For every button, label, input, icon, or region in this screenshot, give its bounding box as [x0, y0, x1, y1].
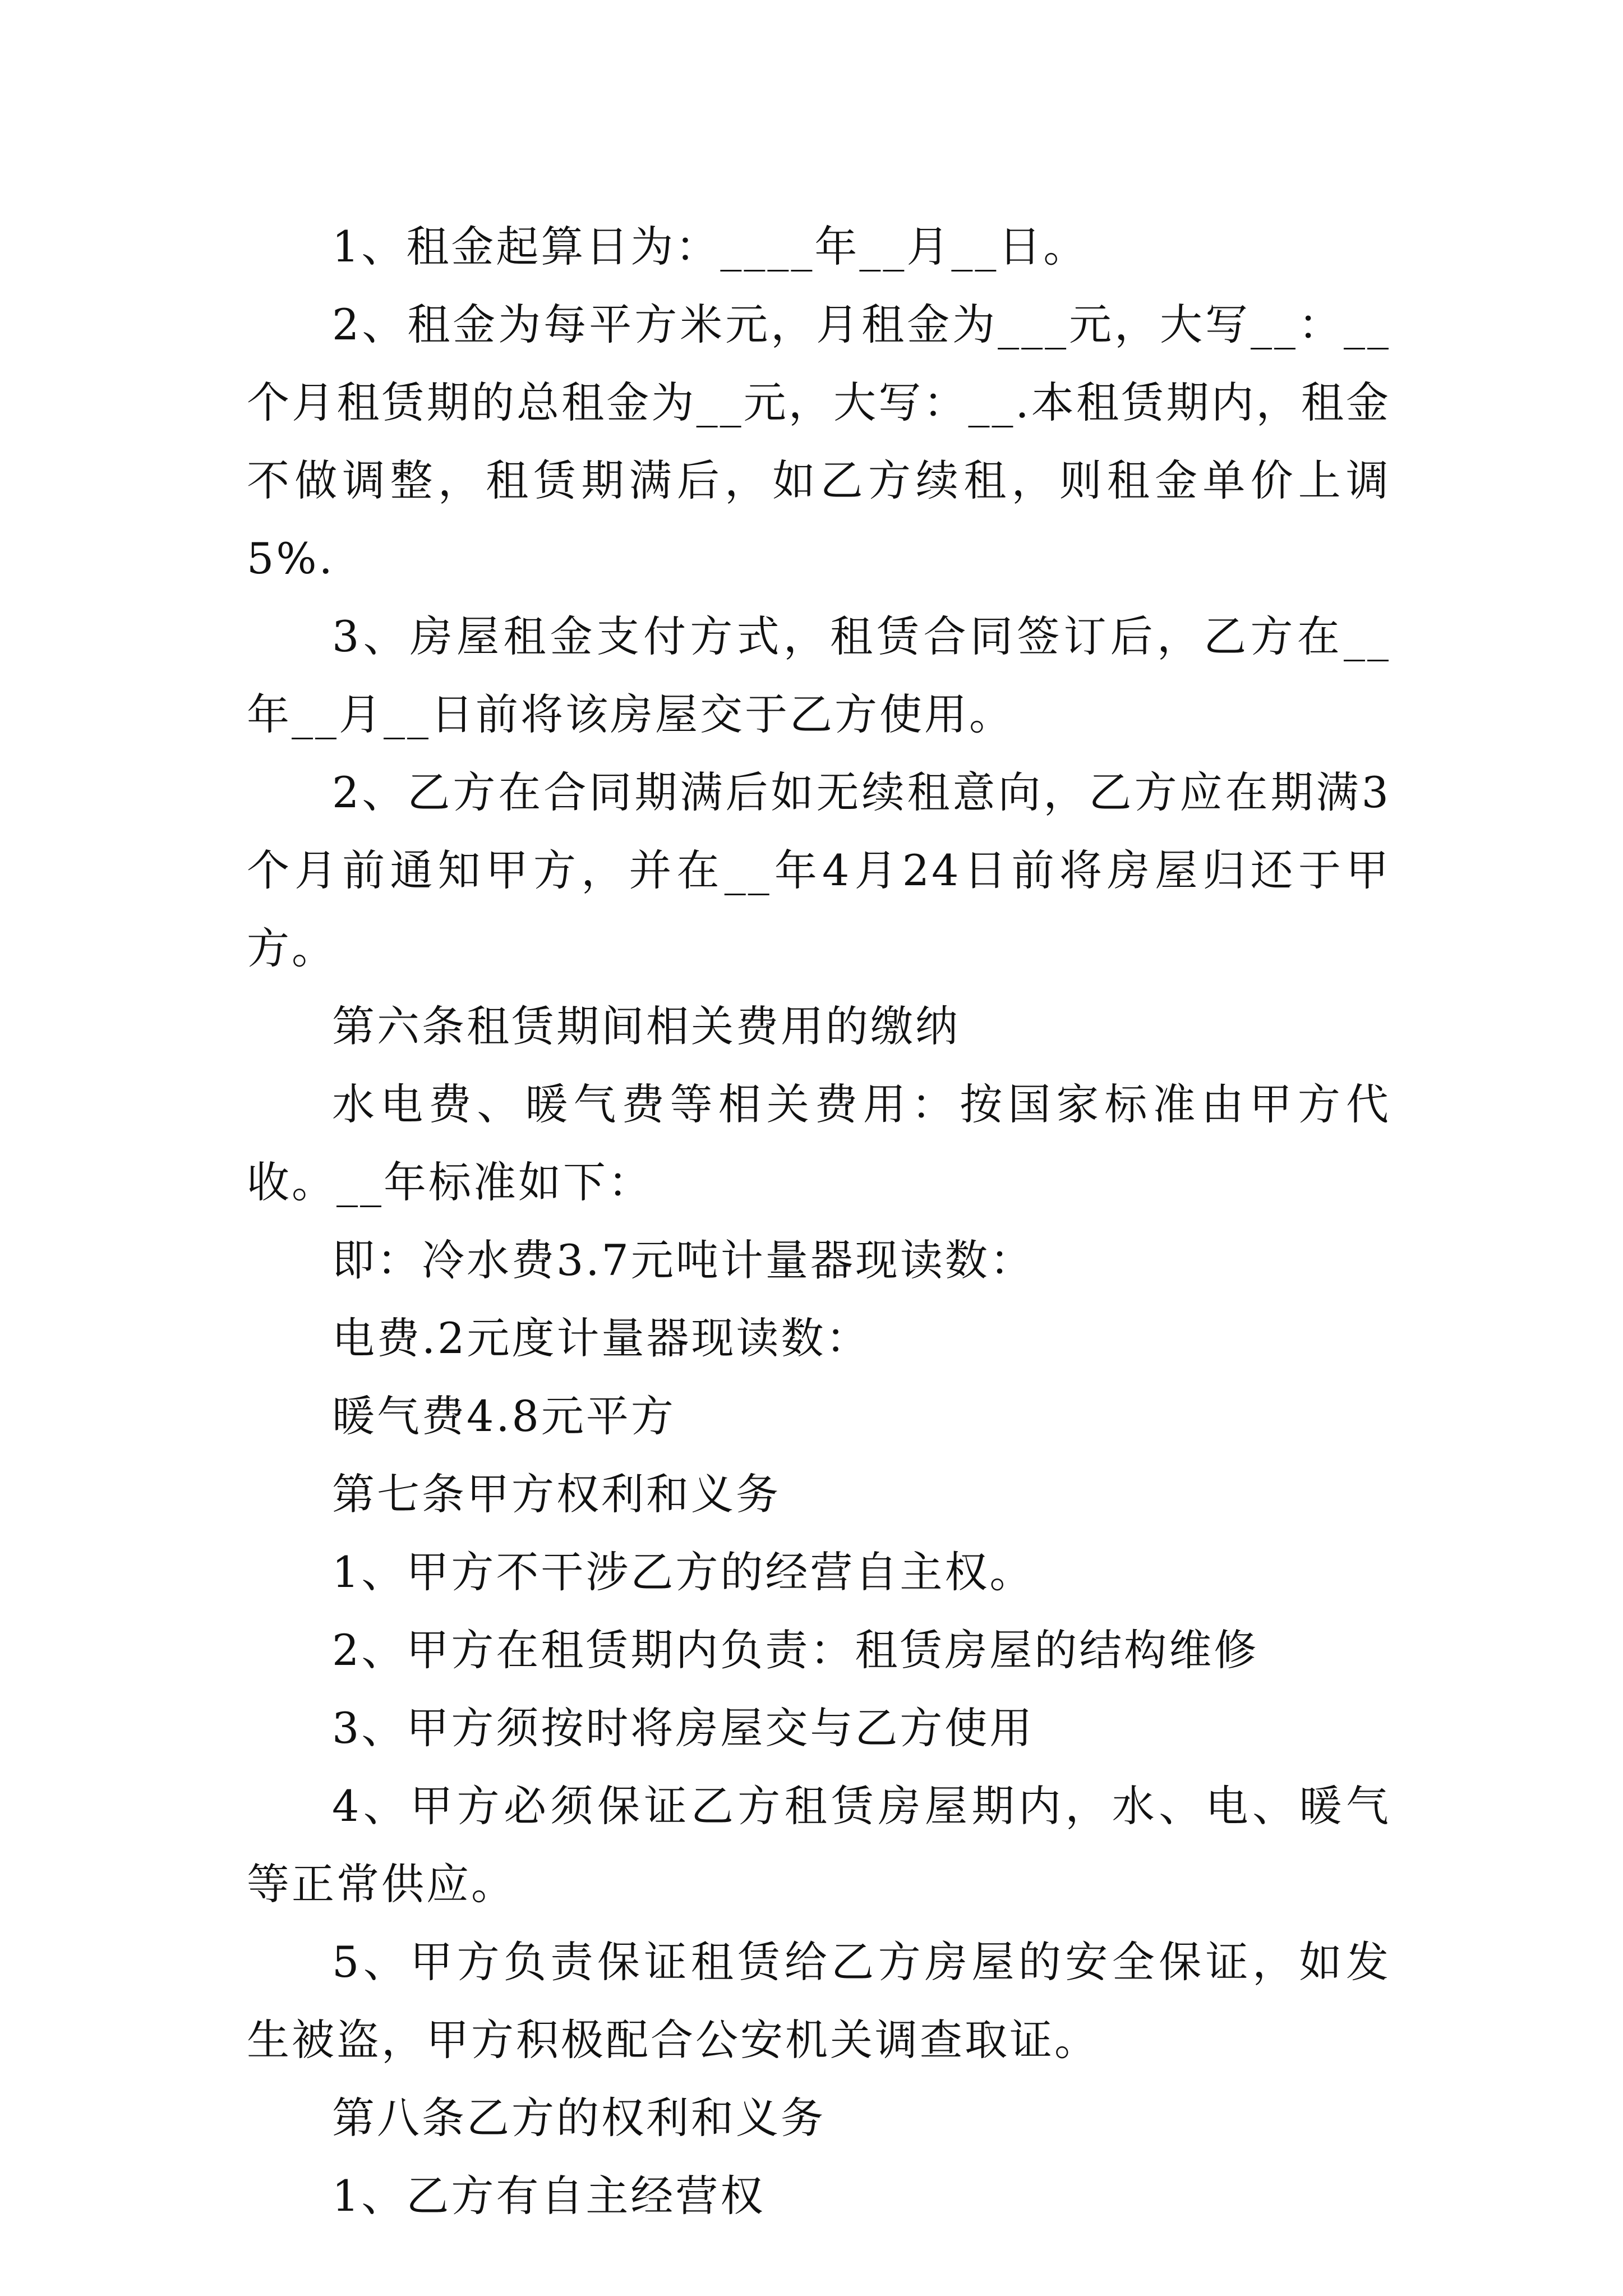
clause-heating-fee: 暖气费4.8元平方 [332, 1391, 676, 1441]
clause-water-fee: 即：冷水费3.7元吨计量器现读数： [332, 1235, 1035, 1285]
clause-landlord-2: 2、甲方在租赁期内负责：租赁房屋的结构维修 [332, 1625, 1259, 1675]
section-heading-article-8: 第八条乙方的权利和义务 [332, 2093, 826, 2143]
clause-renewal-notice: 2、乙方在合同期满后如无续租意向，乙方应在期满3个月前通知甲方，并在__年4月24日前将房屋归还于甲方。 [247, 767, 1391, 973]
clause-rent-amount: 2、租金为每平方米元，月租金为___元，大写__：__个月租赁期的总租金为__元，大写：__.本租赁期内，租金不做调整，租赁期满后，如乙方续租，则租金单价上调5%. [247, 300, 1391, 583]
clause-landlord-3: 3、甲方须按时将房屋交与乙方使用 [332, 1703, 1035, 1753]
document-body [247, 208, 1391, 2235]
clause-electricity-fee: 电费.2元度计量器现读数： [332, 1313, 871, 1363]
section-heading-article-7: 第七条甲方权利和义务 [332, 1469, 781, 1519]
clause-landlord-5: 5、甲方负责保证租赁给乙方房屋的安全保证，如发生被盗，甲方积极配合公安机关调查取证。 [247, 1937, 1391, 2065]
clause-rent-start-date: 1、租金起算日为：____年__月__日。 [332, 222, 1089, 272]
clause-payment-method: 3、房屋租金支付方式，租赁合同签订后，乙方在__年__月__日前将该房屋交于乙方使用。 [247, 611, 1391, 739]
clause-tenant-1: 1、乙方有自主经营权 [332, 2171, 766, 2221]
clause-utility-fees: 水电费、暖气费等相关费用：按国家标准由甲方代收。__年标准如下： [247, 1079, 1391, 1207]
section-heading-article-6: 第六条租赁期间相关费用的缴纳 [332, 1001, 960, 1051]
clause-landlord-4: 4、甲方必须保证乙方租赁房屋期内，水、电、暖气等正常供应。 [247, 1781, 1391, 1909]
clause-landlord-1: 1、甲方不干涉乙方的经营自主权。 [332, 1547, 1035, 1597]
